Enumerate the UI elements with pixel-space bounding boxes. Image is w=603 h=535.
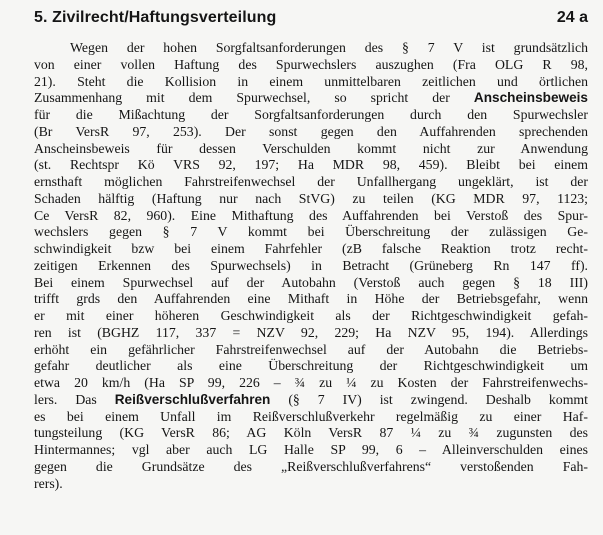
- text-line: (Br VersR 97, 253). Der sonst gegen den Auffahrenden sprechenden: [34, 123, 588, 139]
- text-line: es bei einem Unfall im Reißverschlußverkehr regelmäßig zu einer Haf-: [34, 408, 588, 424]
- text-line: Bei einem Spurwechsel auf der Autobahn (Verstoß auch gegen § 18 III): [34, 274, 588, 290]
- text-line: zeitigen Erkennen des Spurwechsels) in Betracht (Grüneberg Rn 147 ff).: [34, 257, 588, 273]
- section-title: 5. Zivilrecht/Haftungsverteilung: [34, 9, 277, 26]
- text-line: gefahr deutlicher als eine Überschreitung der Richtgeschwindigkeit um: [34, 358, 588, 374]
- term-reissverschlussverfahren: Reißverschlußverfahren: [114, 391, 271, 407]
- page-header: [34, 9, 588, 35]
- page-marker: 24 a: [556, 9, 588, 26]
- text-line: ernsthaft möglichen Fahrstreifenwechsel der Unfallhergang ungeklärt, ist der: [34, 174, 588, 189]
- text-line: für die Mißachtung der Sorgfaltsanforderungen durch den Spurwechsler: [34, 107, 588, 122]
- text-line: tungsteilung (KG VersR 86; AG Köln VersR 87 ¼ zu ¾ zugunsten des: [34, 425, 588, 441]
- text-line: er mit einer höheren Geschwindigkeit als der Richtgeschwindigkeit gefah-: [34, 308, 588, 323]
- text-line: Anscheinsbeweis für dessen Verschulden kommt nicht zur Anwendung: [34, 140, 588, 156]
- text-line: gegen die Grundsätze des „Reißverschlußverfahrens“ verstoßenden Fah-: [34, 458, 588, 474]
- text-line: rers).: [34, 475, 63, 491]
- text-line: Wegen der hohen Sorgfaltsanforderungen des § 7 V ist grundsätzlich: [70, 40, 588, 55]
- text-line: Schaden hälftig (Haftung nur nach StVG) zu teilen (KG MDR 97, 1123;: [34, 190, 588, 206]
- text-line: Ce VersR 82, 960). Eine Mithaftung des Auffahrenden bei Verstoß des Spur-: [34, 207, 588, 223]
- text-line: Hintermannes; vgl aber auch LG Halle SP 99, 6 – Alleinverschulden eines: [34, 442, 588, 457]
- text-line: Zusammenhang mit dem Spurwechsel, so spricht der Anscheinsbeweis: [34, 90, 588, 106]
- text-line: ren ist (BGHZ 117, 337 = NZV 92, 229; Ha NZV 95, 194). Allerdings: [34, 324, 588, 340]
- text-line: lers. Das Reißverschlußverfahren (§ 7 IV) ist zwingend. Deshalb kommt: [34, 391, 588, 407]
- term-anscheinsbeweis: Anscheinsbeweis: [473, 90, 588, 106]
- body-text: [34, 40, 588, 492]
- text-line: (st. Rechtspr Kö VRS 92, 197; Ha MDR 98, 459). Bleibt bei einem: [34, 157, 588, 173]
- text-line: trifft grds den Auffahrenden eine Mithaft in Höhe der Betriebsgefahr, wenn: [34, 291, 588, 307]
- text-line: von einer vollen Haftung des Spurwechslers auszughen (Fra OLG R 98,: [34, 56, 588, 72]
- text-line: erhöht ein gefährlicher Fahrstreifenwechsel auf der Autobahn die Betriebs-: [34, 341, 588, 357]
- text-line: schwindigkeit bzw bei einem Fahrfehler (zB falsche Reaktion trotz recht-: [34, 241, 588, 256]
- text-line: etwa 20 km/h (Ha SP 99, 226 – ¾ zu ¼ zu Kosten der Fahrstreifenwechs-: [34, 375, 588, 390]
- text-line: 21). Steht die Kollision in einem unmittelbaren zeitlichen und örtlichen: [34, 73, 588, 89]
- text-line: wechslers gegen § 7 V kommt bei Überschreitung der zulässigen Ge-: [34, 224, 588, 240]
